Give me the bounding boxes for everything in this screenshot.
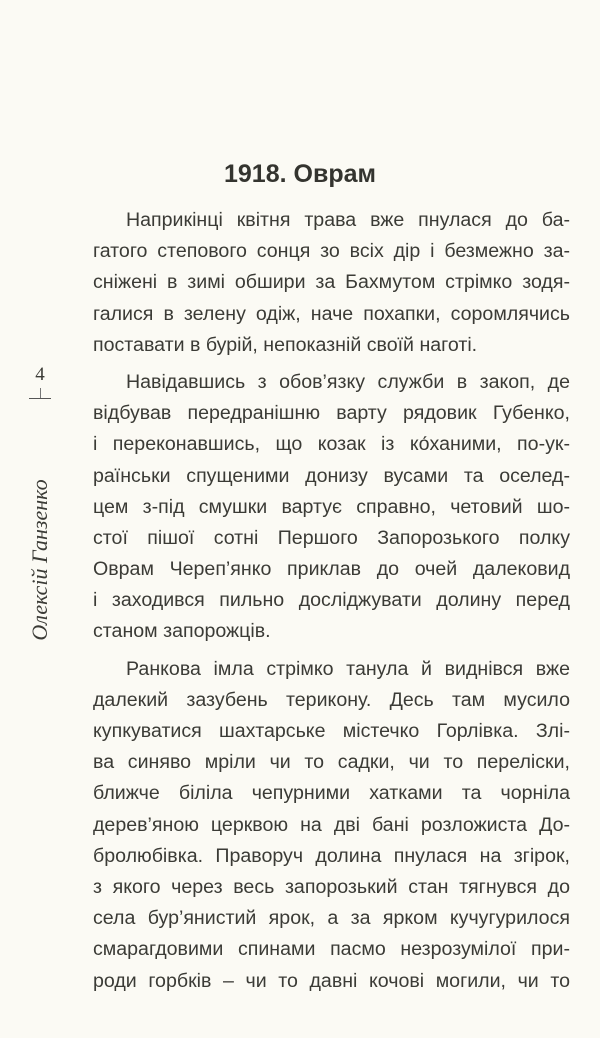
text-line: роди горбків – чи то давні кочові могили, чи то	[93, 969, 570, 992]
text-line: станом запорожців.	[93, 620, 271, 643]
page-number: 4	[35, 364, 45, 385]
paragraph	[93, 205, 570, 361]
text-line: купкуватися шахтарське містечко Горлівка. Злі-	[93, 720, 570, 742]
text-line: ва синяво мріли чи то садки, чи то переліски,	[93, 751, 570, 774]
text-line: і заходився пильно досліджувати долину перед	[93, 589, 570, 612]
text-line: далекий зазубень терикону. Десь там мусило	[93, 688, 570, 711]
text-line: ближче біліла чепурними хатками та чорніла	[93, 782, 570, 805]
paragraph	[93, 654, 570, 997]
text-line: Оврам Череп’янко приклав до очей далековид	[93, 558, 570, 581]
paragraph	[93, 367, 570, 648]
text-line: галися в зелену одіж, наче похапки, соромлячись	[93, 302, 570, 325]
text-line: Ранкова імла стрімко танула й виднівся вже	[126, 657, 570, 680]
chapter-title: 1918. Оврам	[224, 160, 376, 188]
text-line: сніжені в зимі обшири за Бахмутом стрімко зодя-	[93, 271, 570, 294]
text-line: з якого через весь запорозький стан тягнувся до	[93, 875, 570, 898]
text-line: цем з-під смушки вартує справно, четовий шо-	[93, 495, 570, 518]
text-line: раїнськи спущеними донизу вусами та оселед-	[93, 464, 570, 487]
text-line: відбував передранішню варту рядовик Губенко,	[93, 402, 570, 425]
text-line: села бур’янистий ярок, а за ярком кучугурилося	[93, 907, 570, 930]
text-line: смарагдовими спинами пасмо незрозумілої при-	[93, 938, 570, 961]
text-line: Навідавшись з обов’язку служби в закоп, де	[126, 370, 570, 393]
text-line: гатого степового сонця зо всіх дір і безмежно за-	[93, 240, 570, 263]
body-text	[93, 205, 570, 1003]
text-line: дерев’яною церквою на дві бані розложиста До-	[93, 813, 570, 836]
running-head-rule	[29, 398, 51, 399]
text-line: Наприкінці квітня трава вже пнулася до ба-	[126, 209, 570, 231]
text-line: стої пішої сотні Першого Запорозького полку	[93, 526, 570, 549]
text-line: і переконавшись, що козак із ко́ханими, по-ук-	[93, 433, 570, 456]
text-line: бролюбівка. Праворуч долина пнулася на згірок,	[93, 844, 570, 867]
running-head-author: Олексій Ганзенко	[27, 479, 52, 641]
text-line: поставати в бурій, непоказній своїй наготі.	[93, 333, 478, 356]
